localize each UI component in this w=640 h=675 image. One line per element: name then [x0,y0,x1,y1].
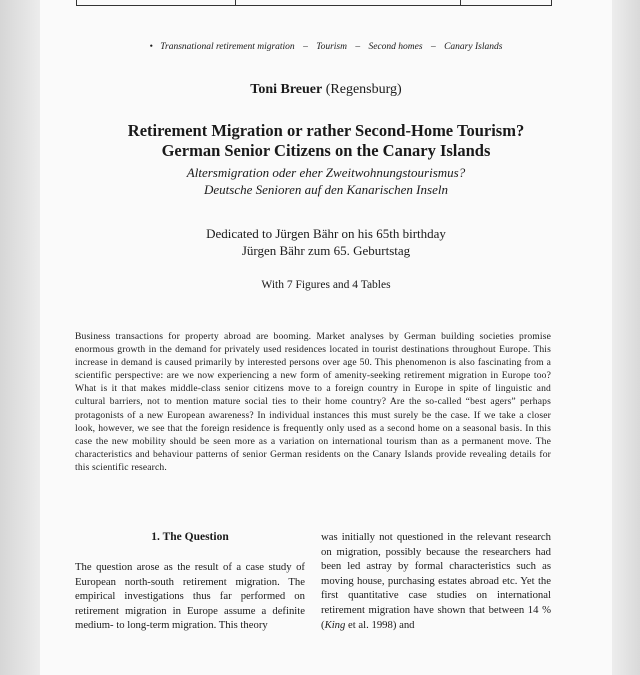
paper-page [40,0,612,675]
paper-subtitle [40,164,612,198]
body-paragraph: The question arose as the result of a case study of European north-south retirement migration. The empirical investigations thus far performed on retirement migration in Europe assume a definite medium- to long-term migration. This theory [75,561,305,632]
subtitle-line: Altersmigration oder eher Zweitwohnungstourismus? [186,165,466,180]
keyword: Second homes [368,42,423,52]
keyword-separator: – [355,42,361,52]
keyword: Canary Islands [444,42,503,52]
section-heading: 1. The Question [151,531,229,543]
dedication-line: Jürgen Bähr zum 65. Geburtstag [241,243,411,258]
body-paragraph [321,530,551,632]
left-column [75,530,305,633]
title-line: Retirement Migration or rather Second-Home Tourism? [127,121,525,140]
table-column-divider [460,0,461,5]
keyword-separator: – [303,42,308,52]
citation-author: King [324,618,346,631]
keyword-bullet: • [149,42,153,52]
author-name: Toni Breuer [250,82,323,97]
keywords-line [40,42,612,52]
dedication [40,225,612,259]
abstract: Business transactions for property abroad are booming. Market analyses by German building societies promise enormous growth in the demand for privately used residences located in tourist destinations throughout Europe. This increase in demand is caused primarily by interested persons over age 50. This phenomenon is also fascinating from a scientific perspective: are we now experiencing a new form of amenity-seeking retirement migration in Europe too? What is it that makes middle-class senior citizens move to a foreign country in Europe in spite of linguistic and cultural barriers, not to mention mature social ties to their home country? Are the so-called “best agers” perhaps protagonists of a new European awareness? In individual instances this must surely be the case. If we take a closer look, however, we see that the foreign residence is frequently only used as a second home on a seasonal basis. In this case the new mobility should be seen more as a variation on international tourism than as a permanent move. The characteristics and behaviour patterns of senior German residents on the Canary Islands provide revealing details for this scientific research. [75,330,551,474]
title-line: German Senior Citizens on the Canary Islands [161,141,491,160]
paper-title [40,121,612,161]
table-column-divider [235,0,236,5]
dedication-line: Dedicated to Jürgen Bähr on his 65th birthday [206,226,446,241]
page-shadow-right [612,0,640,675]
figures-note: With 7 Figures and 4 Tables [261,279,391,291]
page-shadow-left [0,0,40,675]
table-bottom-edge [76,0,552,6]
author-affiliation: (Regensburg) [325,82,402,97]
body-text-segment: was initially not questioned in the relevant research on migration, possibly because the researchers had been led astray by formal characteristics such as moving house, purchasing estates abroad etc. Yet the first quantitative case studies on international retirement migration have shown that between 14 % ( [321,531,551,631]
author-line [40,82,612,98]
keyword-separator: – [430,42,436,52]
keyword: Transnational retirement migration [160,42,295,52]
body-text-segment: et al. 1998) and [345,618,415,631]
subtitle-line: Deutsche Senioren auf den Kanarischen Inseln [204,182,448,197]
keyword: Tourism [316,42,347,52]
right-column [321,530,551,632]
